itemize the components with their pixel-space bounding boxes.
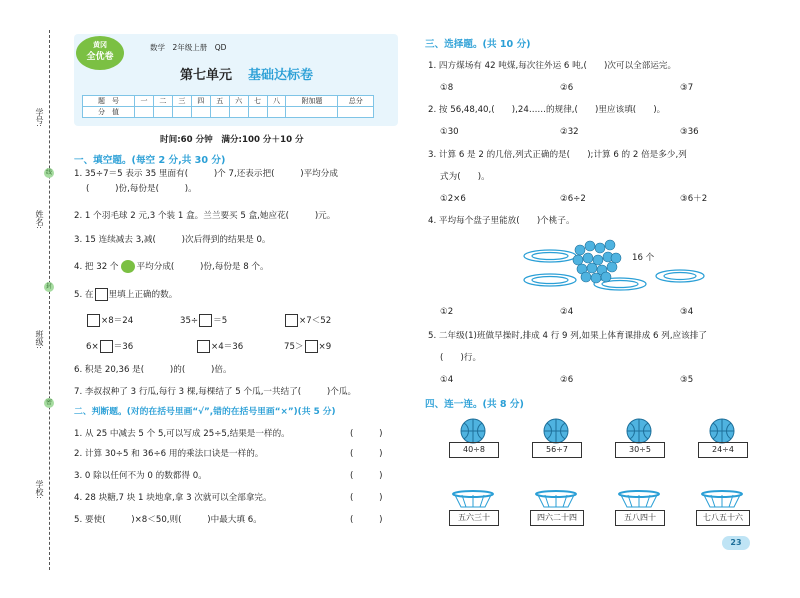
q5-item <box>284 340 331 353</box>
q5-item <box>284 314 331 327</box>
s1-q4 <box>74 260 269 273</box>
hoop-icon <box>533 490 579 510</box>
s1-q5b: 里填上正确的数。 <box>108 290 178 300</box>
option[interactable]: ②32 <box>560 127 579 137</box>
badge-bottom-text: 全优卷 <box>86 52 114 62</box>
class-label: 班级: <box>35 330 44 349</box>
section3-title: 三、选择题。(共 10 分) <box>425 39 531 50</box>
seal-mark: 封 <box>45 283 52 290</box>
peach-count-label: 16 个 <box>632 253 655 263</box>
answer-box[interactable] <box>285 314 298 327</box>
score-head: 一 <box>135 96 154 107</box>
score-head: 附加题 <box>286 96 338 107</box>
judge-paren[interactable]: ( ) <box>350 429 383 439</box>
seal-mark: 线 <box>45 169 52 176</box>
hoop-icon <box>450 490 496 510</box>
answer-box[interactable] <box>199 314 212 327</box>
s3-q2: 2. 按 56,48,40,( ),24……的规律,( )里应该填( )。 <box>428 105 666 115</box>
blank-box <box>95 288 108 301</box>
option[interactable]: ③36 <box>680 127 699 137</box>
score-cell[interactable] <box>338 107 374 118</box>
option[interactable]: ②6÷2 <box>560 194 586 204</box>
s1-q1b: ( )份,每份是( )。 <box>86 184 197 194</box>
time-line: 时间:60 分钟 满分:100 分＋10 分 <box>160 135 304 145</box>
score-cell[interactable] <box>229 107 248 118</box>
option[interactable]: ①2×6 <box>440 194 466 204</box>
basketball-icon <box>460 418 486 444</box>
option[interactable]: ②6 <box>560 83 574 93</box>
option[interactable]: ③7 <box>680 83 694 93</box>
answer-box[interactable] <box>100 340 113 353</box>
q5-item <box>180 314 227 327</box>
s1-q3: 3. 15 连续减去 3,减( )次后得到的结果是 0。 <box>74 235 271 245</box>
score-head: 二 <box>153 96 172 107</box>
judge-item: 5. 要使( )×8＜50,则( )中最大填 6。 <box>74 515 262 525</box>
s1-q4a: 4. 把 32 个 <box>74 262 119 272</box>
test-title: 基础达标卷 <box>248 68 314 83</box>
option[interactable]: ①30 <box>440 127 459 137</box>
binding-line <box>49 30 50 570</box>
q5-post: ×7＜52 <box>299 316 332 326</box>
option[interactable]: ③6＋2 <box>680 194 708 204</box>
score-head: 六 <box>229 96 248 107</box>
q5-post: ×4＝36 <box>211 342 244 352</box>
s1-q5 <box>74 288 177 301</box>
option[interactable]: ③4 <box>680 307 694 317</box>
s3-q3: 3. 计算 6 是 2 的几倍,列式正确的是( );计算 6 的 2 倍是多少,列 <box>428 150 687 160</box>
score-cell[interactable] <box>135 107 154 118</box>
hoop-icon <box>699 490 745 510</box>
school-label: 学校: <box>35 480 44 499</box>
score-head: 总分 <box>338 96 374 107</box>
s1-q4b: 平均分成( )份,每份是 8 个。 <box>136 262 269 272</box>
q5-pre: 6× <box>86 342 99 352</box>
section2-title: 二、判断题。(对的在括号里画“√”,错的在括号里画“×”)(共 5 分) <box>74 407 336 417</box>
hoop-multiplication[interactable]: 五八四十 <box>615 510 665 526</box>
ball-expression[interactable]: 24÷4 <box>698 442 748 458</box>
q5-pre: 35÷ <box>180 316 199 326</box>
q5-post: ×8＝24 <box>101 316 134 326</box>
name-label: 姓名: <box>35 210 44 229</box>
score-head: 四 <box>191 96 210 107</box>
q5-item <box>86 314 133 327</box>
subject-line: 数学 2年级上册 QD <box>150 43 227 52</box>
option[interactable]: ②4 <box>560 307 574 317</box>
student-number-label: 学号: <box>35 108 44 127</box>
judge-item: 2. 计算 30÷5 和 36÷6 用的乘法口诀是一样的。 <box>74 449 264 459</box>
score-head: 五 <box>210 96 229 107</box>
score-head: 八 <box>267 96 286 107</box>
ball-expression[interactable]: 30÷5 <box>615 442 665 458</box>
judge-item: 3. 0 除以任何不为 0 的数都得 0。 <box>74 471 207 481</box>
score-head: 三 <box>172 96 191 107</box>
score-cell[interactable] <box>286 107 338 118</box>
s3-q5: 5. 二年级(1)班做早操时,排成 4 行 9 列,如果上体育课排成 6 列,应该排了 <box>428 331 707 341</box>
judge-paren[interactable]: ( ) <box>350 515 383 525</box>
option[interactable]: ③5 <box>680 375 694 385</box>
badge-top-text: 黄冈 <box>93 41 107 49</box>
basketball-icon <box>709 418 735 444</box>
basketball-icon <box>626 418 652 444</box>
judge-paren[interactable]: ( ) <box>350 471 383 481</box>
option[interactable]: ②6 <box>560 375 574 385</box>
s3-q3b: 式为( )。 <box>440 172 490 182</box>
score-cell[interactable] <box>153 107 172 118</box>
ball-expression[interactable]: 40÷8 <box>449 442 499 458</box>
q5-post: ×9 <box>318 342 332 352</box>
brand-badge <box>76 36 124 70</box>
s3-q1: 1. 四方煤场有 42 吨煤,每次往外运 6 吨,( )次可以全部运完。 <box>428 61 677 71</box>
section4-title: 四、连一连。(共 8 分) <box>425 399 524 410</box>
q5-post: ＝36 <box>113 342 134 352</box>
score-head: 七 <box>248 96 267 107</box>
ball-expression[interactable]: 56÷7 <box>532 442 582 458</box>
judge-paren[interactable]: ( ) <box>350 449 383 459</box>
seal-mark: 密 <box>45 399 52 406</box>
option[interactable]: ①8 <box>440 83 454 93</box>
score-cell[interactable] <box>210 107 229 118</box>
section1-title: 一、填空题。(每空 2 分,共 30 分) <box>74 155 226 166</box>
hoop-multiplication[interactable]: 五六三十 <box>449 510 499 526</box>
s1-q6: 6. 积是 20,36 是( )的( )倍。 <box>74 365 232 375</box>
s3-q5b: ( )行。 <box>440 353 482 363</box>
judge-paren[interactable]: ( ) <box>350 493 383 503</box>
q5-item <box>196 340 243 353</box>
s1-q1: 1. 35÷7＝5 表示 35 里面有( )个 7,还表示把( )平均分成 <box>74 169 338 179</box>
option[interactable]: ①2 <box>440 307 454 317</box>
score-cell[interactable] <box>191 107 210 118</box>
answer-box[interactable] <box>87 314 100 327</box>
s1-q7: 7. 李叔叔种了 3 行瓜,每行 3 棵,每棵结了 5 个瓜,一共结了( )个瓜。 <box>74 387 357 397</box>
score-cell[interactable] <box>248 107 267 118</box>
apple-icon <box>121 260 135 273</box>
q5-post: ＝5 <box>213 316 228 326</box>
s1-q2: 2. 1 个羽毛球 2 元,3 个装 1 盒。兰兰要买 5 盒,她应花( )元。 <box>74 211 336 221</box>
s3-q4: 4. 平均每个盘子里能放( )个桃子。 <box>428 216 575 226</box>
answer-box[interactable] <box>197 340 210 353</box>
score-row-label: 分 值 <box>83 107 135 118</box>
unit-title: 第七单元 <box>180 68 233 83</box>
hoop-icon <box>616 490 662 510</box>
option[interactable]: ①4 <box>440 375 454 385</box>
basketball-icon <box>543 418 569 444</box>
score-table <box>82 95 374 118</box>
score-head: 题 号 <box>83 96 135 107</box>
hoop-multiplication[interactable]: 七八五十六 <box>696 510 750 526</box>
plates-illustration <box>520 236 720 296</box>
score-cell[interactable] <box>267 107 286 118</box>
page-number: 23 <box>722 536 750 550</box>
s1-q5a: 5. 在 <box>74 290 94 300</box>
score-cell[interactable] <box>172 107 191 118</box>
hoop-multiplication[interactable]: 四六二十四 <box>530 510 584 526</box>
q5-pre: 75＞ <box>284 342 304 352</box>
answer-box[interactable] <box>305 340 318 353</box>
q5-item <box>86 340 133 353</box>
judge-item: 4. 28 块糖,7 块 1 块地拿,拿 3 次就可以全部拿完。 <box>74 493 272 503</box>
judge-item: 1. 从 25 中减去 5 个 5,可以写成 25÷5,结果是一样的。 <box>74 429 290 439</box>
